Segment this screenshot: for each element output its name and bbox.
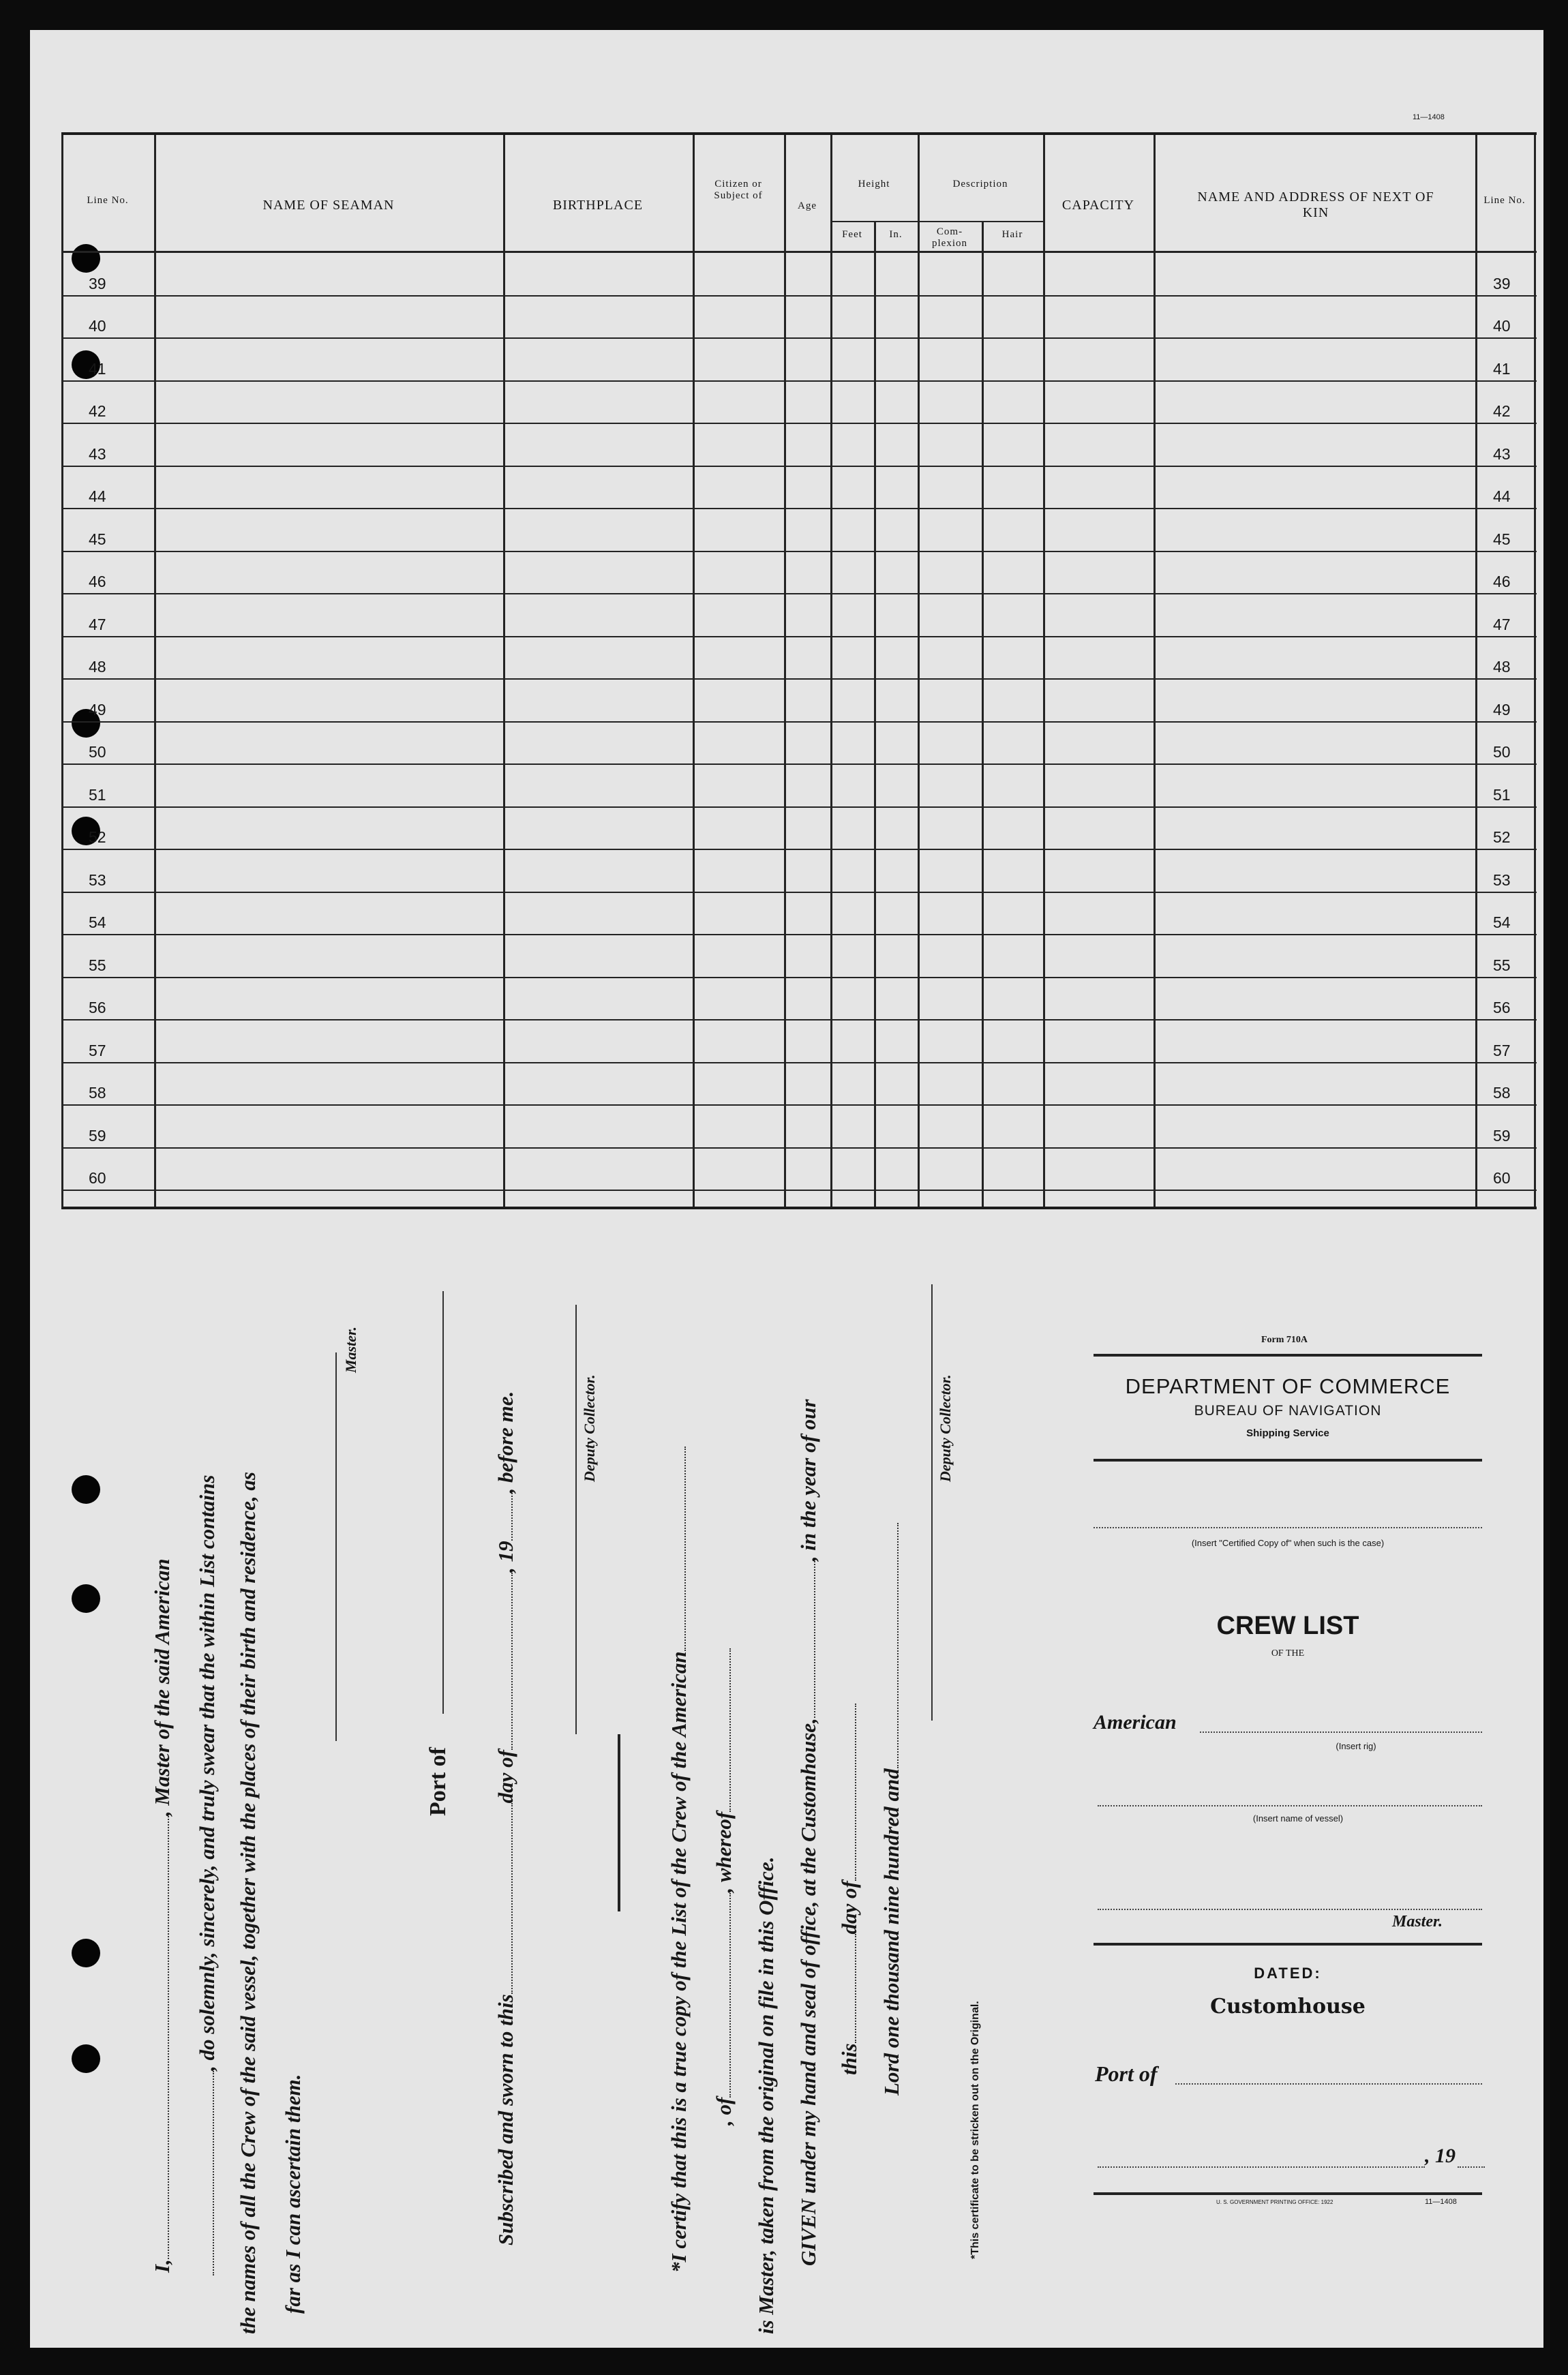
oath-port-of: Port of xyxy=(425,1746,451,1816)
crew-list-title: CREW LIST xyxy=(1216,1612,1359,1640)
form-code-bottom: 11—1408 xyxy=(1425,2198,1457,2206)
line-number-left: 41 xyxy=(89,359,106,378)
line-number-right: 49 xyxy=(1493,700,1511,718)
table-row xyxy=(61,1147,1537,1149)
oath-line-4: far as I can ascertain them. xyxy=(281,2074,305,2314)
line-number-left: 59 xyxy=(89,1126,106,1145)
year-label: , 19 xyxy=(1425,2145,1456,2167)
department-title: DEPARTMENT OF COMMERCE xyxy=(1125,1374,1451,1398)
line-number-right: 59 xyxy=(1493,1126,1511,1145)
cover-rule xyxy=(1094,2192,1482,2195)
line-number-right: 40 xyxy=(1493,317,1511,335)
deputy-collector-line-1 xyxy=(575,1305,577,1734)
table-row xyxy=(61,806,1537,808)
line-number-left: 48 xyxy=(89,658,106,676)
certificate-line-5: thisday of xyxy=(837,1704,862,2075)
cover-rule xyxy=(1094,1943,1482,1946)
line-number-left: 42 xyxy=(89,402,106,420)
oath-line-2: , do solemnly, sincerely, and truly swear that the within List contains xyxy=(195,1475,220,2275)
form-code-top: 11—1408 xyxy=(1413,113,1445,121)
crew-list-page xyxy=(30,30,1543,2348)
printer-imprint: U. S. GOVERNMENT PRINTING OFFICE: 1922 xyxy=(1216,2199,1333,2205)
header-line-no-right: Line No. xyxy=(1483,195,1526,206)
line-number-right: 44 xyxy=(1493,487,1511,505)
table-row xyxy=(61,763,1537,765)
table-row xyxy=(61,1062,1537,1063)
service-title: Shipping Service xyxy=(1246,1427,1329,1439)
line-number-left: 49 xyxy=(89,700,106,718)
date-line xyxy=(1098,2166,1425,2168)
certificate-line-4: GIVEN under my hand and seal of office, at the Customhouse,, in the year of our xyxy=(796,1399,820,2266)
line-number-right: 46 xyxy=(1493,573,1511,590)
oath-line-3: the names of all the Crew of the said vessel, together with the places of their birth and residence, as xyxy=(236,1472,260,2334)
cover-port-of-label: Port of xyxy=(1095,2061,1158,2086)
line-number-left: 56 xyxy=(89,999,106,1016)
bureau-title: BUREAU OF NAVIGATION xyxy=(1194,1403,1382,1419)
line-number-right: 55 xyxy=(1493,956,1511,974)
table-row xyxy=(61,977,1537,978)
line-number-left: 57 xyxy=(89,1041,106,1059)
line-number-left: 39 xyxy=(89,274,106,292)
line-number-left: 46 xyxy=(89,573,106,590)
header-birthplace: BIRTHPLACE xyxy=(552,198,644,213)
table-row xyxy=(61,466,1537,467)
line-number-right: 53 xyxy=(1493,871,1511,889)
table-row xyxy=(61,380,1537,382)
port-of-line xyxy=(442,1291,444,1714)
table-row xyxy=(61,593,1537,594)
header-feet: Feet xyxy=(842,229,862,240)
american-label: American xyxy=(1094,1711,1177,1734)
year-line xyxy=(1458,2166,1485,2168)
line-number-left: 53 xyxy=(89,871,106,889)
line-number-right: 41 xyxy=(1493,359,1511,378)
header-inches: In. xyxy=(889,229,903,240)
divider-rule xyxy=(618,1734,620,1911)
line-number-left: 50 xyxy=(89,743,106,761)
insert-rig-note: (Insert rig) xyxy=(1336,1741,1376,1751)
header-name-of-seaman: NAME OF SEAMAN xyxy=(262,198,395,213)
line-number-right: 42 xyxy=(1493,402,1511,420)
line-number-right: 58 xyxy=(1493,1084,1511,1102)
line-number-right: 47 xyxy=(1493,615,1511,633)
table-row xyxy=(61,508,1537,509)
punch-hole xyxy=(72,1584,100,1613)
certificate-line-2: , of, whereof xyxy=(712,1648,736,2126)
table-row xyxy=(61,892,1537,893)
table-row xyxy=(61,1019,1537,1020)
certified-copy-line xyxy=(1094,1527,1482,1528)
line-number-right: 50 xyxy=(1493,743,1511,761)
oath-deputy-collector-1: Deputy Collector. xyxy=(581,1374,598,1482)
table-row xyxy=(61,423,1537,424)
deputy-collector-line-2 xyxy=(931,1284,933,1721)
oath-master-label: Master. xyxy=(342,1327,359,1373)
punch-hole xyxy=(72,2044,100,2073)
certificate-line-3: is Master, taken from the original on file in this Office. xyxy=(754,1856,778,2334)
line-number-right: 54 xyxy=(1493,913,1511,931)
table-row xyxy=(61,636,1537,637)
line-number-left: 60 xyxy=(89,1169,106,1187)
line-number-left: 47 xyxy=(89,615,106,633)
of-the-label: OF THE xyxy=(1271,1648,1305,1659)
certificate-deputy-collector-2: Deputy Collector. xyxy=(937,1374,954,1482)
table-row xyxy=(61,551,1537,552)
line-number-right: 60 xyxy=(1493,1169,1511,1187)
table-row xyxy=(61,849,1537,850)
line-number-left: 51 xyxy=(89,785,106,804)
port-of-line-cover xyxy=(1175,2083,1482,2085)
line-number-right: 52 xyxy=(1493,828,1511,846)
table-row xyxy=(61,295,1537,297)
punch-hole xyxy=(72,1475,100,1504)
cover-master-label: Master. xyxy=(1392,1913,1443,1931)
insert-vessel-note: (Insert name of vessel) xyxy=(1252,1813,1344,1824)
line-number-right: 39 xyxy=(1493,274,1511,292)
punch-hole xyxy=(72,1939,100,1967)
line-number-right: 57 xyxy=(1493,1041,1511,1059)
form-number: Form 710A xyxy=(1261,1335,1308,1345)
table-row xyxy=(61,678,1537,680)
header-next-of-kin: NAME AND ADDRESS OF NEXT OF KIN xyxy=(1197,190,1434,220)
line-number-left: 43 xyxy=(89,444,106,463)
cover-rule xyxy=(1094,1354,1482,1357)
header-description: Description xyxy=(952,179,1008,190)
header-hair: Hair xyxy=(1001,229,1023,240)
line-number-left: 40 xyxy=(89,317,106,335)
crew-table xyxy=(61,132,1537,1209)
oath-subscribed: Subscribed and sworn to thisday of, 19, before me. xyxy=(494,1391,517,2245)
certificate-line-6: Lord one thousand nine hundred and xyxy=(879,1523,904,2096)
line-number-right: 45 xyxy=(1493,530,1511,548)
line-number-left: 45 xyxy=(89,530,106,548)
line-number-left: 52 xyxy=(89,828,106,846)
line-number-right: 51 xyxy=(1493,785,1511,804)
rig-line xyxy=(1200,1731,1482,1733)
header-age: Age xyxy=(798,200,817,211)
cover-rule xyxy=(1094,1459,1482,1462)
line-number-left: 54 xyxy=(89,913,106,931)
table-row xyxy=(61,721,1537,723)
header-complexion: Com-plexion xyxy=(932,226,967,249)
header-capacity: CAPACITY xyxy=(1061,198,1135,213)
dated-label: DATED: xyxy=(1254,1965,1322,1982)
certificate-footnote: *This certificate to be stricken out on the Original. xyxy=(969,2001,981,2259)
master-signature-line xyxy=(335,1352,337,1741)
line-number-left: 58 xyxy=(89,1084,106,1102)
line-number-right: 43 xyxy=(1493,444,1511,463)
table-row xyxy=(61,934,1537,935)
table-row xyxy=(61,1190,1537,1191)
certificate-line-1: *I certify that this is a true copy of the List of the Crew of the American xyxy=(667,1447,691,2273)
line-number-left: 55 xyxy=(89,956,106,974)
header-line-no: Line No. xyxy=(87,195,129,206)
table-row xyxy=(61,337,1537,339)
line-number-right: 56 xyxy=(1493,999,1511,1016)
header-height: Height xyxy=(858,179,890,190)
vessel-name-line xyxy=(1098,1805,1482,1806)
master-name-line xyxy=(1098,1909,1482,1910)
line-number-left: 44 xyxy=(89,487,106,505)
customhouse-label: Customhouse xyxy=(1210,1995,1366,2018)
table-row xyxy=(61,1104,1537,1106)
insert-certified-note: (Insert "Certified Copy of" when such is the case) xyxy=(1191,1538,1385,1548)
line-number-right: 48 xyxy=(1493,658,1511,676)
header-citizen: Citizen or Subject of xyxy=(714,179,763,202)
oath-line-1: I,, Master of the said American xyxy=(150,1558,174,2273)
